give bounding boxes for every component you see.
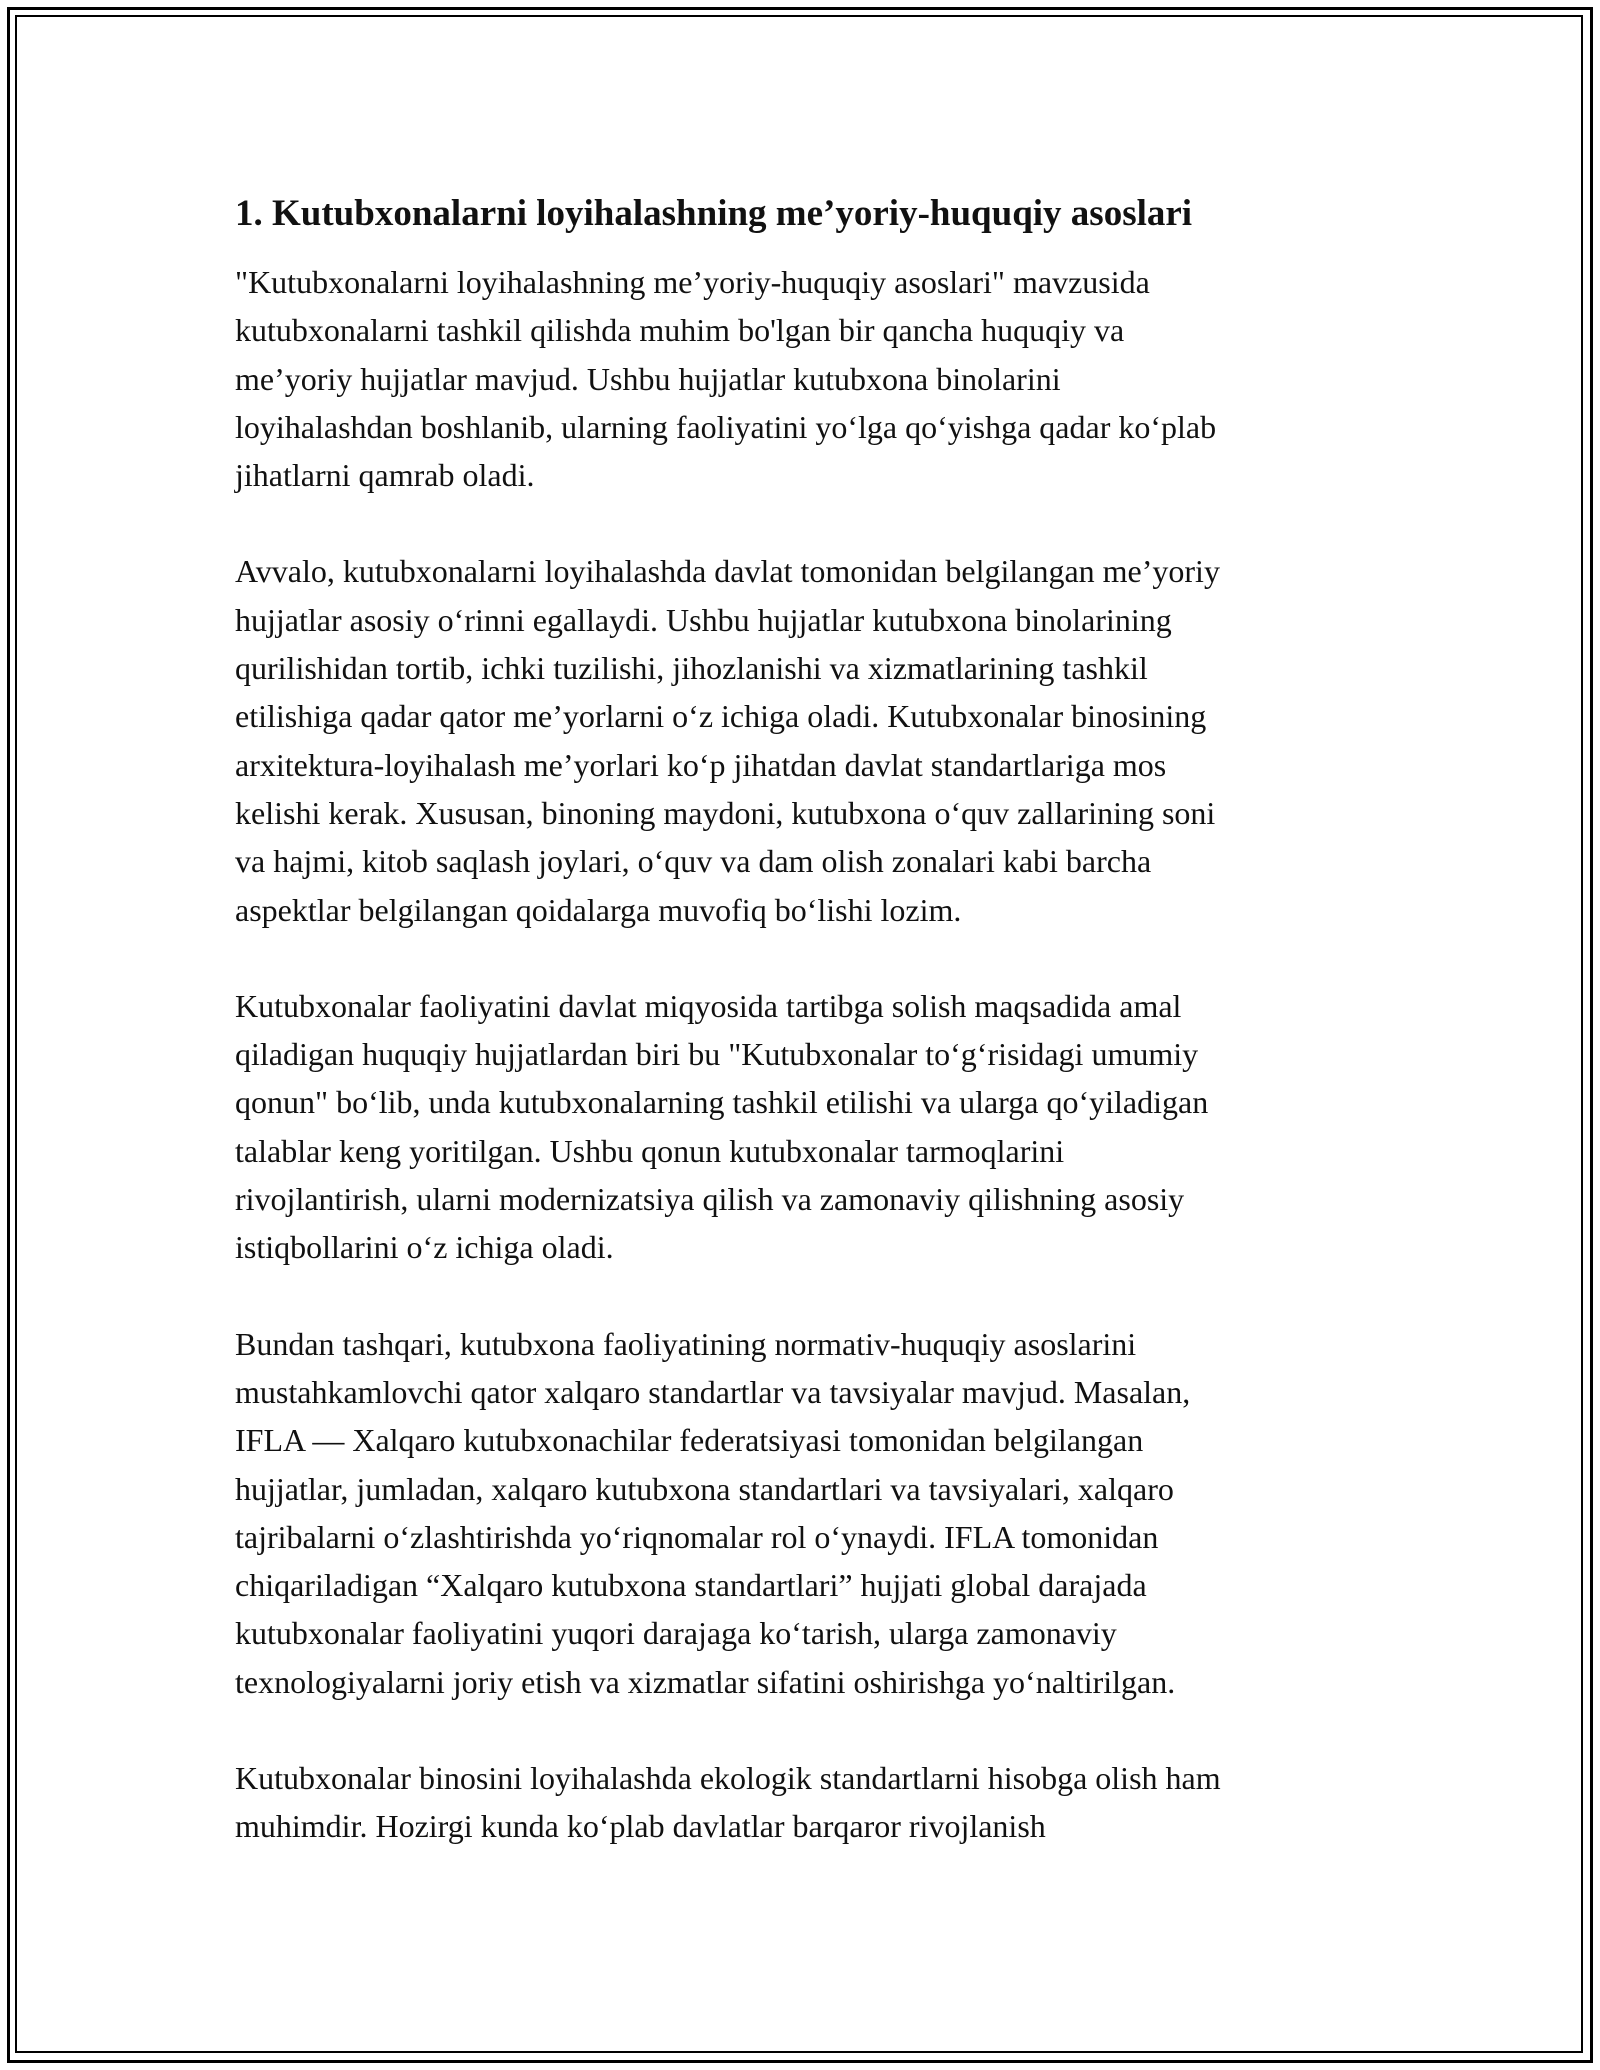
text-line: texnologiyalarni joriy etish va xizmatlar sifatini oshirishga yo‘naltirilgan. (235, 1663, 1176, 1700)
text-line: chiqariladigan “Xalqaro kutubxona standartlari” hujjati global darajada (235, 1567, 1147, 1604)
section-heading: 1. Kutubxonalarni loyihalashning me’yoriy-huquqiy asoslari (235, 193, 1193, 234)
text-line: hujjatlar asosiy o‘rinni egallaydi. Ushbu hujjatlar kutubxona binolarining (235, 601, 1172, 638)
text-line: qurilishidan tortib, ichki tuzilishi, jihozlanishi va xizmatlarining tashkil (235, 650, 1148, 687)
text-line: aspektlar belgilangan qoidalarga muvofiq bo‘lishi lozim. (235, 891, 962, 928)
paragraph-1 (235, 258, 1375, 499)
text-line: arxitektura-loyihalash me’yorlari ko‘p jihatdan davlat standartlariga mos (235, 746, 1167, 783)
text-line: hujjatlar, jumladan, xalqaro kutubxona standartlari va tavsiyalari, xalqaro (235, 1470, 1174, 1507)
paragraph-3 (235, 982, 1375, 1272)
paragraph-5 (235, 1754, 1375, 1851)
text-line: qonun" bo‘lib, unda kutubxonalarning tashkil etilishi va ularga qo‘yiladigan (235, 1084, 1209, 1121)
text-line: loyihalashdan boshlanib, ularning faoliyatini yo‘lga qo‘yishga qadar ko‘plab (235, 408, 1217, 445)
text-line: Kutubxonalar faoliyatini davlat miqyosida tartibga solish maqsadida amal (235, 987, 1182, 1024)
text-line: muhimdir. Hozirgi kunda ko‘plab davlatlar barqaror rivojlanish (235, 1808, 1046, 1845)
paragraph-4 (235, 1320, 1375, 1706)
text-line: kutubxonalar faoliyatini yuqori darajaga ko‘tarish, ularga zamonaviy (235, 1615, 1117, 1652)
text-line: etilishiga qadar qator me’yorlarni o‘z ichiga oladi. Kutubxonalar binosining (235, 698, 1207, 735)
text-line: tajribalarni o‘zlashtirishda yo‘riqnomalar rol o‘ynaydi. IFLA tomonidan (235, 1518, 1159, 1555)
text-line: "Kutubxonalarni loyihalashning me’yoriy-huquqiy asoslari" mavzusida (235, 264, 1150, 300)
text-line: IFLA — Xalqaro kutubxonachilar federatsiyasi tomonidan belgilangan (235, 1422, 1144, 1459)
document-body (235, 188, 1375, 1851)
text-line: qiladigan huquqiy hujjatlardan biri bu "Kutubxonalar to‘g‘risidagi umumiy (235, 1036, 1199, 1073)
text-line: talablar keng yoritilgan. Ushbu qonun kutubxonalar tarmoqlarini (235, 1132, 1065, 1169)
text-line: kutubxonalarni tashkil qilishda muhim bo'lgan bir qancha huquqiy va (235, 312, 1125, 349)
text-line: Bundan tashqari, kutubxona faoliyatining normativ-huquqiy asoslarini (235, 1325, 1137, 1362)
text-line: kelishi kerak. Xususan, binoning maydoni, kutubxona o‘quv zallarining soni (235, 794, 1216, 831)
text-line: jihatlarni qamrab oladi. (235, 457, 535, 494)
text-line: istiqbollarini o‘z ichiga oladi. (235, 1229, 614, 1266)
text-line: va hajmi, kitob saqlash joylari, o‘quv va dam olish zonalari kabi barcha (235, 843, 1152, 880)
text-line: Avvalo, kutubxonalarni loyihalashda davlat tomonidan belgilangan me’yoriy (235, 553, 1220, 590)
paragraph-2 (235, 547, 1375, 933)
text-line: Kutubxonalar binosini loyihalashda ekologik standartlarni hisobga olish ham (235, 1760, 1221, 1797)
text-line: mustahkamlovchi qator xalqaro standartlar va tavsiyalar mavjud. Masalan, (235, 1373, 1191, 1410)
text-line: me’yoriy hujjatlar mavjud. Ushbu hujjatlar kutubxona binolarini (235, 360, 1061, 397)
text-line: rivojlantirish, ularni modernizatsiya qilish va zamonaviy qilishning asosiy (235, 1181, 1185, 1218)
